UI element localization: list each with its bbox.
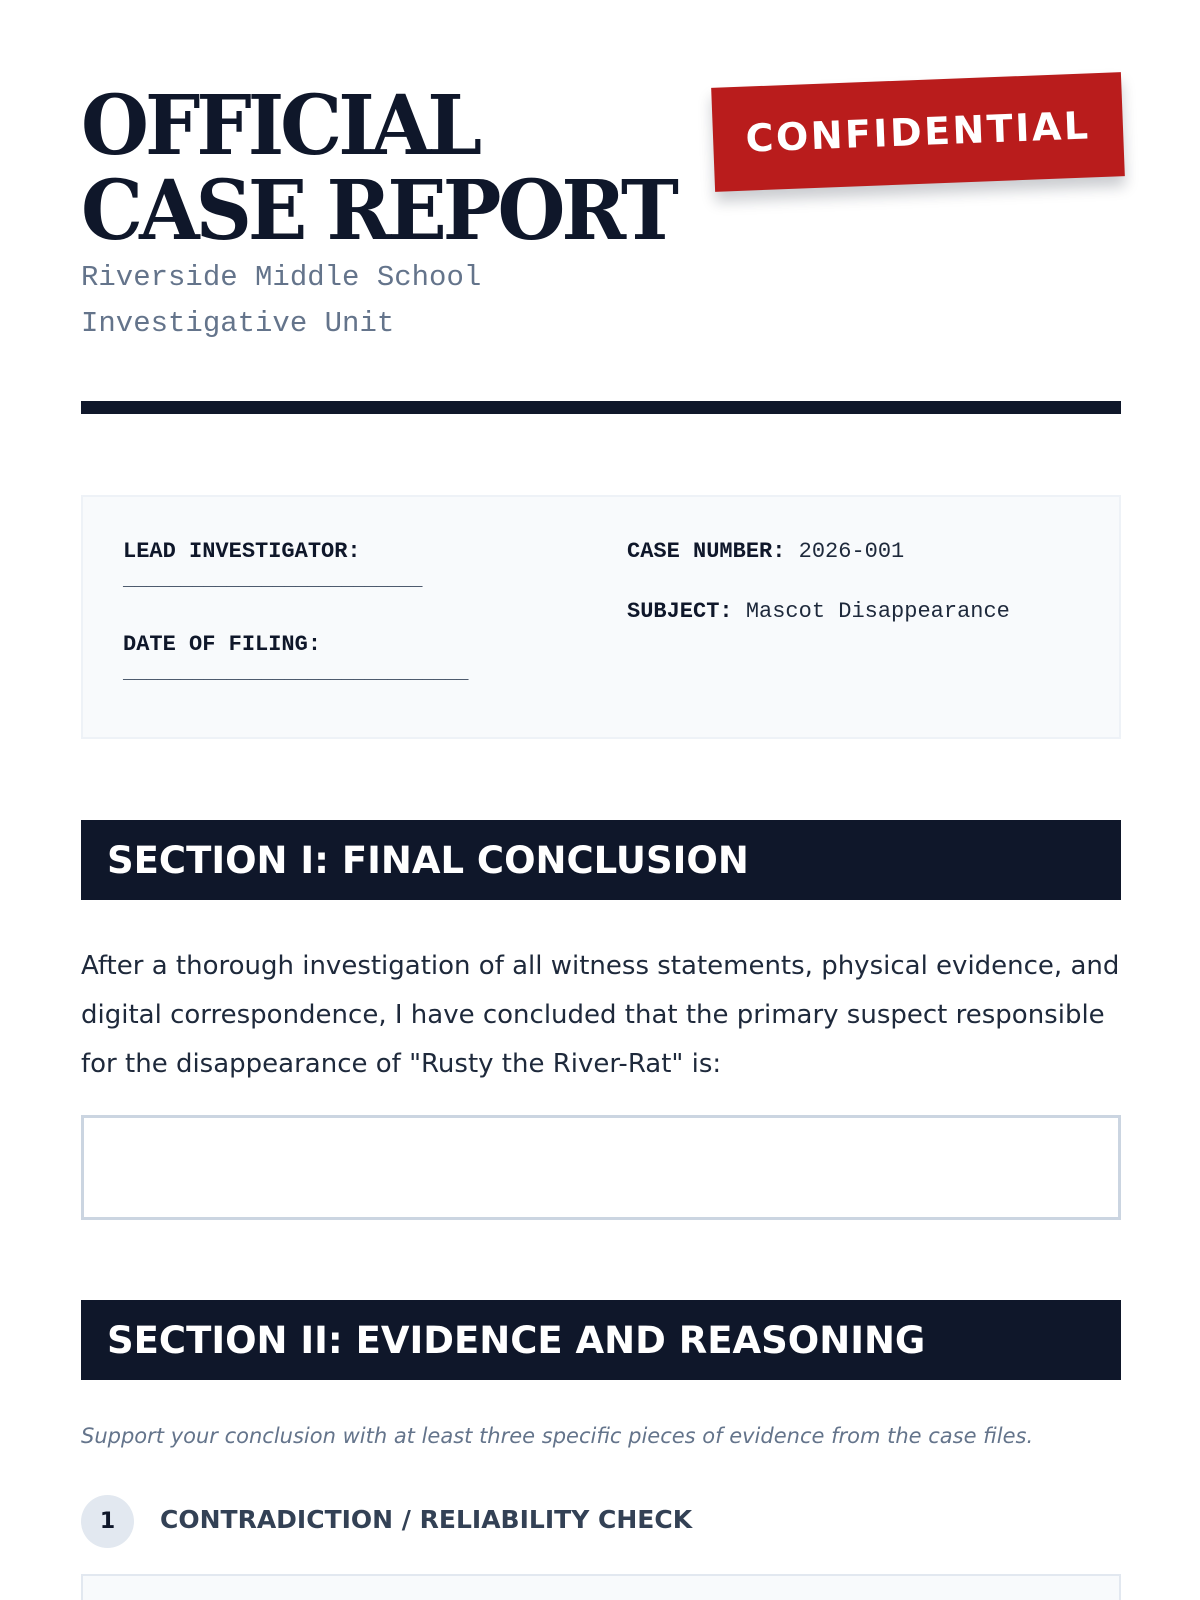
evidence-item-title: CONTRADICTION / RELIABILITY CHECK (160, 1505, 693, 1534)
evidence-instructions: Support your conclusion with at least three specific pieces of evidence from the case files. (81, 1424, 1034, 1448)
organization-name (81, 255, 601, 347)
lead-investigator-field[interactable]: __________________________ (123, 569, 423, 592)
section-1-heading: SECTION I: FINAL CONCLUSION (81, 820, 1121, 900)
organization-line-2: Investigative Unit (81, 307, 395, 340)
primary-suspect-answer-field[interactable] (81, 1115, 1121, 1220)
case-number: CASE NUMBER: 2026-001 (627, 539, 905, 564)
date-of-filing-label: DATE OF FILING: (123, 632, 322, 657)
case-subject-value: Mascot Disappearance (745, 599, 1010, 624)
organization-line-1: Riverside Middle School (81, 261, 482, 294)
header-divider (81, 401, 1121, 414)
report-title: OFFICIAL CASE REPORT (81, 77, 675, 259)
confidential-stamp: CONFIDENTIAL (711, 72, 1125, 192)
lead-investigator-label: LEAD INVESTIGATOR: (123, 539, 361, 564)
conclusion-paragraph: After a thorough investigation of all witness statements, physical evidence, and digital correspondence, I have concluded that the primary suspect responsible for the disappearance of "Rusty the River-Rat" is: (81, 951, 1120, 1079)
evidence-item-number-badge: 1 (81, 1495, 134, 1548)
case-subject: SUBJECT: Mascot Disappearance (627, 599, 1010, 624)
evidence-item-answer-field[interactable] (81, 1574, 1121, 1600)
date-of-filing-field[interactable]: ______________________________ (123, 662, 469, 685)
case-details-panel (81, 495, 1121, 739)
case-number-value: 2026-001 (798, 539, 905, 564)
section-2-heading: SECTION II: EVIDENCE AND REASONING (81, 1300, 1121, 1380)
